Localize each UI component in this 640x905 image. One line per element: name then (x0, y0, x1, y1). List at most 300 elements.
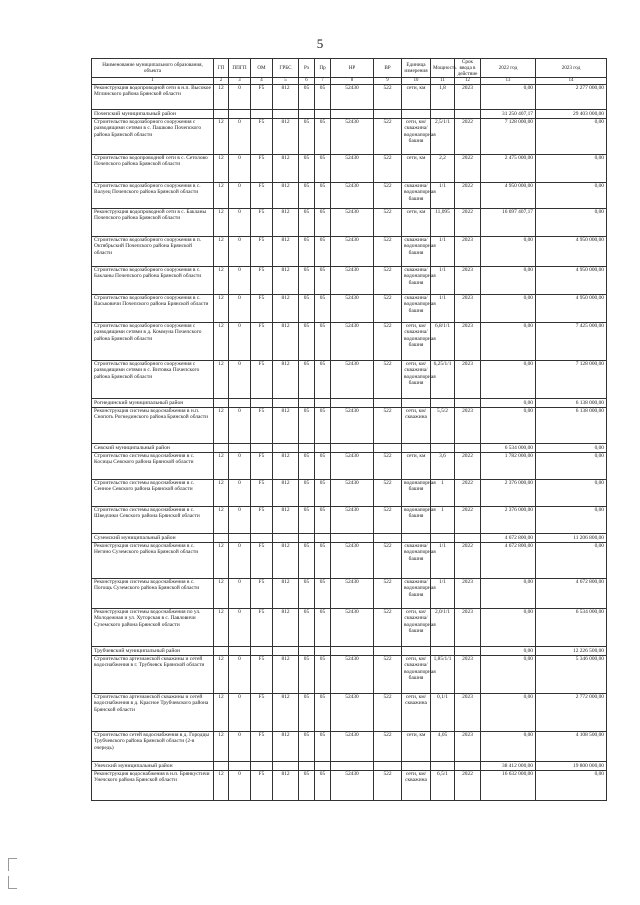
district-total-2022: 31 250 407,17 (481, 110, 536, 119)
district-total-2023: 19 800 000,00 (536, 762, 607, 771)
cell-2023: 0,00 (536, 155, 607, 183)
cell-nr: 52430 (331, 183, 374, 209)
cell-om: F5 (251, 361, 273, 399)
cell-gp: 12 (214, 323, 229, 361)
empty-cell (455, 647, 481, 656)
empty-cell (455, 110, 481, 119)
cell-gp: 12 (214, 507, 229, 534)
cell-vr: 522 (374, 694, 402, 732)
cell-gp: 12 (214, 453, 229, 480)
cell-2023: 5 346 000,00 (536, 656, 607, 694)
cell-nr: 52430 (331, 155, 374, 183)
empty-cell (315, 647, 331, 656)
empty-cell (402, 110, 431, 119)
cell-gp: 12 (214, 155, 229, 183)
cell-om: F5 (251, 237, 273, 267)
empty-cell (431, 110, 455, 119)
cell-ppgp: 0 (229, 85, 251, 110)
cell-power: 3,6 (431, 453, 455, 480)
cell-2023: 0,00 (536, 119, 607, 155)
cell-pr: 05 (315, 771, 331, 801)
empty-cell (251, 444, 273, 453)
empty-cell (374, 647, 402, 656)
table-row (92, 480, 607, 507)
cell-term: 2022 (455, 543, 481, 579)
cell-ppgp: 0 (229, 656, 251, 694)
table-row (92, 323, 607, 361)
empty-cell (229, 762, 251, 771)
cell-2023: 6 138 000,00 (536, 408, 607, 444)
cell-unit: сети, км (402, 209, 431, 237)
cell-ppgp: 0 (229, 361, 251, 399)
empty-cell (229, 534, 251, 543)
empty-cell (374, 534, 402, 543)
cell-2023: 2 772 000,00 (536, 694, 607, 732)
cell-gp: 12 (214, 656, 229, 694)
cell-gp: 12 (214, 267, 229, 295)
cell-rz: 05 (299, 237, 315, 267)
cell-om: F5 (251, 543, 273, 579)
cell-rz: 05 (299, 694, 315, 732)
header-grbs: ГРБС (273, 59, 299, 78)
empty-cell (315, 444, 331, 453)
empty-cell (431, 762, 455, 771)
empty-cell (299, 534, 315, 543)
column-number: 10 (402, 78, 431, 85)
cell-2023: 4 950 000,00 (536, 237, 607, 267)
item-name: Реконструкция водопроводной сети в н.п. Высокое Мглинского района Брянской области (92, 85, 214, 110)
cell-grbs: 812 (273, 361, 299, 399)
empty-cell (374, 762, 402, 771)
item-name: Строительство водозаборного сооружения в п. Октябрьский Почепского района Брянской области (92, 237, 214, 267)
header-nr: НР (331, 59, 374, 78)
cell-vr: 522 (374, 183, 402, 209)
header-power: Мощность (431, 59, 455, 78)
cell-ppgp: 0 (229, 119, 251, 155)
cell-term: 2023 (455, 408, 481, 444)
cell-grbs: 812 (273, 694, 299, 732)
table-row (92, 732, 607, 762)
cell-unit: сети, км/ скважина/ водонапорная башня (402, 656, 431, 694)
district-row (92, 762, 607, 771)
binding-mark (8, 858, 17, 871)
item-name: Строительство водопроводной сети в с. Сетолово Почепского района Брянской области (92, 155, 214, 183)
cell-nr: 52430 (331, 408, 374, 444)
cell-om: F5 (251, 408, 273, 444)
column-number: 12 (455, 78, 481, 85)
cell-2023: 4 108 500,00 (536, 732, 607, 762)
empty-cell (431, 399, 455, 408)
cell-unit: сети, км (402, 732, 431, 762)
column-number: 4 (251, 78, 273, 85)
cell-gp: 12 (214, 480, 229, 507)
column-number: 8 (331, 78, 374, 85)
cell-nr: 52430 (331, 480, 374, 507)
table-row (92, 85, 607, 110)
item-name: Строительство системы водоснабжения в с. Шведчики Севского района Брянской области (92, 507, 214, 534)
table-row (92, 155, 607, 183)
cell-nr: 52430 (331, 656, 374, 694)
cell-term: 2022 (455, 183, 481, 209)
cell-rz: 05 (299, 85, 315, 110)
empty-cell (455, 534, 481, 543)
cell-pr: 05 (315, 609, 331, 647)
cell-grbs: 812 (273, 183, 299, 209)
item-name: Реконструкция системы водоснабжения в н.п. Снопоть Рогнединского района Брянской области (92, 408, 214, 444)
column-number: 6 (299, 78, 315, 85)
item-name: Строительство водозаборного сооружения с разводящими сетями в с. Витовка Почепского района Брянской области (92, 361, 214, 399)
header-unit: Единица измерения (402, 59, 431, 78)
district-total-2023: 29 403 000,00 (536, 110, 607, 119)
cell-om: F5 (251, 732, 273, 762)
cell-pr: 05 (315, 507, 331, 534)
cell-gp: 12 (214, 119, 229, 155)
cell-grbs: 812 (273, 480, 299, 507)
cell-grbs: 812 (273, 155, 299, 183)
cell-pr: 05 (315, 85, 331, 110)
cell-gp: 12 (214, 609, 229, 647)
cell-vr: 522 (374, 295, 402, 323)
item-name: Строительство водозаборного сооружения в с. Васьковичи Почепского района Брянской области (92, 295, 214, 323)
cell-ppgp: 0 (229, 323, 251, 361)
empty-cell (402, 647, 431, 656)
cell-nr: 52430 (331, 267, 374, 295)
cell-2023: 0,00 (536, 183, 607, 209)
cell-2023: 0,00 (536, 453, 607, 480)
cell-unit: скважина/ водонапорная башня (402, 543, 431, 579)
cell-nr: 52430 (331, 295, 374, 323)
cell-vr: 522 (374, 85, 402, 110)
cell-om: F5 (251, 295, 273, 323)
cell-2022: 4 672 800,00 (481, 543, 536, 579)
cell-rz: 05 (299, 771, 315, 801)
cell-term: 2023 (455, 267, 481, 295)
cell-2022: 0,00 (481, 361, 536, 399)
empty-cell (229, 647, 251, 656)
cell-2022: 4 950 000,00 (481, 183, 536, 209)
cell-power: 4,05 (431, 732, 455, 762)
empty-cell (455, 762, 481, 771)
cell-pr: 05 (315, 209, 331, 237)
district-name: Почепский муниципальный район (92, 110, 214, 119)
empty-cell (299, 762, 315, 771)
cell-unit: сети, км/ скважина (402, 408, 431, 444)
header-gp: ГП (214, 59, 229, 78)
cell-grbs: 812 (273, 119, 299, 155)
cell-ppgp: 0 (229, 155, 251, 183)
cell-2023: 2 277 000,00 (536, 85, 607, 110)
cell-unit: сети, км (402, 85, 431, 110)
table-row (92, 361, 607, 399)
district-total-2022: 0,00 (481, 399, 536, 408)
cell-unit: скважина/ водонапорная башня (402, 295, 431, 323)
cell-2023: 0,00 (536, 507, 607, 534)
table-row (92, 267, 607, 295)
cell-unit: водонапорная башня (402, 507, 431, 534)
column-number: 3 (229, 78, 251, 85)
cell-rz: 05 (299, 267, 315, 295)
table-row (92, 771, 607, 801)
cell-term: 2022 (455, 453, 481, 480)
column-number: 2 (214, 78, 229, 85)
cell-2023: 6 534 000,00 (536, 609, 607, 647)
cell-2023: 4 672 800,00 (536, 579, 607, 609)
item-name: Строительство водозаборного сооружения в с. Бакланы Почепского района Брянской области (92, 267, 214, 295)
cell-om: F5 (251, 656, 273, 694)
cell-unit: сети, км/ скважина/ водонапорная башня (402, 119, 431, 155)
empty-cell (229, 444, 251, 453)
cell-vr: 522 (374, 453, 402, 480)
district-total-2022: 4 672 800,00 (481, 534, 536, 543)
empty-cell (374, 444, 402, 453)
cell-gp: 12 (214, 295, 229, 323)
binding-mark (8, 876, 17, 889)
financing-table (91, 58, 607, 801)
cell-om: F5 (251, 453, 273, 480)
column-number: 13 (481, 78, 536, 85)
empty-cell (331, 762, 374, 771)
item-name: Строительство сетей водоснабжения в д. Городцы Трубчевского района Брянской области (2-я очередь) (92, 732, 214, 762)
cell-ppgp: 0 (229, 237, 251, 267)
table-row (92, 183, 607, 209)
table-row (92, 408, 607, 444)
cell-om: F5 (251, 771, 273, 801)
cell-rz: 05 (299, 361, 315, 399)
cell-unit: сети, км (402, 155, 431, 183)
empty-cell (431, 444, 455, 453)
district-total-2022: 0,00 (481, 647, 536, 656)
cell-pr: 05 (315, 295, 331, 323)
cell-ppgp: 0 (229, 732, 251, 762)
cell-rz: 05 (299, 543, 315, 579)
empty-cell (315, 110, 331, 119)
table-row (92, 543, 607, 579)
cell-ppgp: 0 (229, 267, 251, 295)
item-name: Строительство водозаборного сооружения с разводящими сетями в д. Коммуна Почепского района Брянской области (92, 323, 214, 361)
table-row (92, 579, 607, 609)
item-name: Реконструкция водоснабжения в н.п. Брянкустичи Унечского района Брянской области (92, 771, 214, 801)
cell-om: F5 (251, 323, 273, 361)
cell-grbs: 812 (273, 85, 299, 110)
column-number-row (92, 78, 607, 85)
cell-om: F5 (251, 480, 273, 507)
cell-nr: 52430 (331, 771, 374, 801)
cell-rz: 05 (299, 295, 315, 323)
cell-power: 1/1 (431, 295, 455, 323)
cell-pr: 05 (315, 579, 331, 609)
cell-vr: 522 (374, 480, 402, 507)
cell-vr: 522 (374, 237, 402, 267)
district-total-2023: 6 138 000,00 (536, 399, 607, 408)
item-name: Реконструкция системы водоснабжения в с. Негино Суземского района Брянской области (92, 543, 214, 579)
empty-cell (214, 399, 229, 408)
header-ppgp: ППГП (229, 59, 251, 78)
cell-gp: 12 (214, 771, 229, 801)
cell-vr: 522 (374, 267, 402, 295)
cell-gp: 12 (214, 209, 229, 237)
column-number: 7 (315, 78, 331, 85)
empty-cell (214, 534, 229, 543)
header-om: ОМ (251, 59, 273, 78)
cell-vr: 522 (374, 119, 402, 155)
empty-cell (331, 110, 374, 119)
cell-2022: 0,00 (481, 267, 536, 295)
cell-ppgp: 0 (229, 771, 251, 801)
item-name: Строительство водозаборного сооружения в с. Валуец Почепского района Брянской области (92, 183, 214, 209)
header-rz: Рз (299, 59, 315, 78)
empty-cell (331, 444, 374, 453)
cell-gp: 12 (214, 183, 229, 209)
empty-cell (402, 399, 431, 408)
cell-2022: 16 697 407,17 (481, 209, 536, 237)
cell-2023: 0,00 (536, 480, 607, 507)
cell-power: 2,5/1/1 (431, 119, 455, 155)
cell-unit: сети, км (402, 453, 431, 480)
empty-cell (273, 647, 299, 656)
cell-rz: 05 (299, 453, 315, 480)
cell-om: F5 (251, 155, 273, 183)
table-row (92, 609, 607, 647)
header-vr: ВР (374, 59, 402, 78)
cell-ppgp: 0 (229, 609, 251, 647)
district-name: Трубчевский муниципальный район (92, 647, 214, 656)
header-2023: 2023 год (536, 59, 607, 78)
cell-om: F5 (251, 119, 273, 155)
empty-cell (273, 534, 299, 543)
cell-nr: 52430 (331, 732, 374, 762)
empty-cell (273, 762, 299, 771)
cell-grbs: 812 (273, 408, 299, 444)
cell-2023: 7 425 000,00 (536, 323, 607, 361)
cell-power: 1/1 (431, 183, 455, 209)
district-total-2022: 6 534 000,00 (481, 444, 536, 453)
cell-grbs: 812 (273, 579, 299, 609)
cell-pr: 05 (315, 119, 331, 155)
cell-power: 1,85/1/1 (431, 656, 455, 694)
district-total-2022: 38 412 000,00 (481, 762, 536, 771)
cell-gp: 12 (214, 237, 229, 267)
cell-pr: 05 (315, 267, 331, 295)
empty-cell (214, 444, 229, 453)
cell-power: 0,1/1 (431, 694, 455, 732)
cell-2022: 2 376 000,00 (481, 480, 536, 507)
cell-term: 2022 (455, 119, 481, 155)
cell-om: F5 (251, 579, 273, 609)
empty-cell (273, 110, 299, 119)
cell-power: 1/1 (431, 579, 455, 609)
item-name: Реконструкция системы водоснабжения в с. Погощь Суземского района Брянской области (92, 579, 214, 609)
cell-rz: 05 (299, 323, 315, 361)
item-name: Строительство системы водоснабжения в с. Сенное Севского района Брянской области (92, 480, 214, 507)
empty-cell (331, 399, 374, 408)
cell-vr: 522 (374, 543, 402, 579)
cell-2023: 7 128 000,00 (536, 361, 607, 399)
district-row (92, 399, 607, 408)
cell-unit: сети, км/ скважина (402, 771, 431, 801)
cell-2022: 0,00 (481, 656, 536, 694)
cell-2022: 1 782 000,00 (481, 453, 536, 480)
cell-grbs: 812 (273, 453, 299, 480)
cell-vr: 522 (374, 507, 402, 534)
district-row (92, 647, 607, 656)
cell-rz: 05 (299, 155, 315, 183)
cell-term: 2022 (455, 507, 481, 534)
table-row (92, 295, 607, 323)
cell-nr: 52430 (331, 85, 374, 110)
empty-cell (331, 647, 374, 656)
column-number: 5 (273, 78, 299, 85)
cell-gp: 12 (214, 408, 229, 444)
cell-ppgp: 0 (229, 183, 251, 209)
cell-om: F5 (251, 85, 273, 110)
cell-grbs: 812 (273, 656, 299, 694)
table-row (92, 237, 607, 267)
item-name: Строительство водозаборного сооружения с разводящими сетями в с. Пашково Почепского района Брянской области (92, 119, 214, 155)
district-row (92, 444, 607, 453)
district-total-2023: 12 226 500,00 (536, 647, 607, 656)
cell-rz: 05 (299, 507, 315, 534)
table-row (92, 507, 607, 534)
cell-pr: 05 (315, 183, 331, 209)
empty-cell (251, 534, 273, 543)
empty-cell (229, 399, 251, 408)
district-name: Рогнединский муниципальный район (92, 399, 214, 408)
cell-vr: 522 (374, 579, 402, 609)
cell-grbs: 812 (273, 267, 299, 295)
empty-cell (214, 647, 229, 656)
cell-nr: 52430 (331, 507, 374, 534)
cell-power: 6,25/1/1 (431, 361, 455, 399)
item-name: Реконструкция системы водоснабжения по ул. Молодежная и ул. Хуторская в с. Павловичи Суземского района Брянской области (92, 609, 214, 647)
cell-term: 2023 (455, 609, 481, 647)
cell-power: 6,8/1/1 (431, 323, 455, 361)
cell-power: 1 (431, 480, 455, 507)
cell-term: 2022 (455, 480, 481, 507)
cell-nr: 52430 (331, 694, 374, 732)
empty-cell (214, 110, 229, 119)
cell-2022: 0,00 (481, 732, 536, 762)
cell-2022: 2 475 000,00 (481, 155, 536, 183)
cell-ppgp: 0 (229, 209, 251, 237)
cell-2022: 0,00 (481, 237, 536, 267)
cell-unit: водонапорная башня (402, 480, 431, 507)
cell-rz: 05 (299, 119, 315, 155)
table-row (92, 694, 607, 732)
cell-power: 5,5/2 (431, 408, 455, 444)
header-name: Наименование муниципального образования, объекта (92, 59, 214, 78)
cell-2023: 4 950 000,00 (536, 267, 607, 295)
cell-vr: 522 (374, 408, 402, 444)
cell-term: 2022 (455, 155, 481, 183)
cell-ppgp: 0 (229, 507, 251, 534)
cell-grbs: 812 (273, 732, 299, 762)
cell-term: 2023 (455, 237, 481, 267)
cell-grbs: 812 (273, 295, 299, 323)
cell-ppgp: 0 (229, 579, 251, 609)
cell-2022: 0,00 (481, 295, 536, 323)
cell-term: 2023 (455, 656, 481, 694)
cell-power: 6,5/1 (431, 771, 455, 801)
header-row (92, 59, 607, 78)
item-name: Строительство системы водоснабжения в с. Косицы Севского района Брянской области (92, 453, 214, 480)
cell-rz: 05 (299, 732, 315, 762)
cell-nr: 52430 (331, 361, 374, 399)
cell-unit: сети, км/ скважина (402, 694, 431, 732)
empty-cell (273, 444, 299, 453)
cell-nr: 52430 (331, 237, 374, 267)
cell-pr: 05 (315, 694, 331, 732)
empty-cell (299, 399, 315, 408)
